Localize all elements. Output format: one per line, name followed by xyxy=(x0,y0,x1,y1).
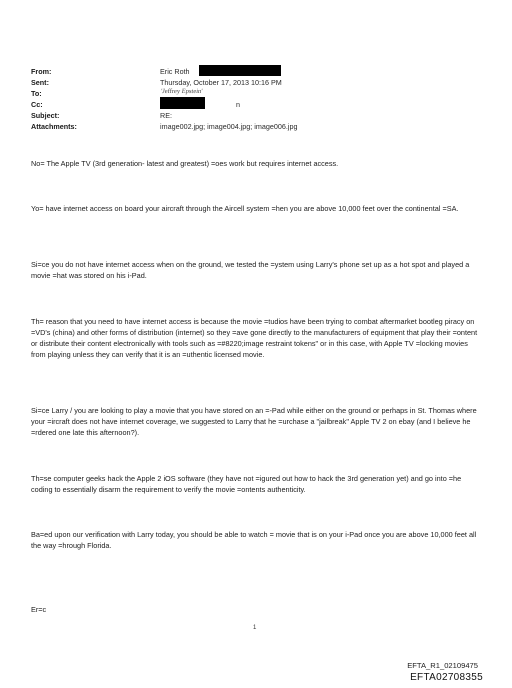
attachments-value: image002.jpg; image004.jpg; image006.jpg xyxy=(160,122,298,131)
sent-label: Sent: xyxy=(31,78,49,87)
subject-label: Subject: xyxy=(31,111,60,120)
from-label: From: xyxy=(31,67,52,76)
to-label: To: xyxy=(31,89,42,98)
body-paragraph: Th= reason that you need to have internet access is because the movie =tudios have been trying to combat aftermarket bootleg piracy on =VD's (china) and other forms of distribution (internet) so they =ave gone directly to the manufacturers of equipment that play their =ontent or distribute their content electronically with tools such as =#8220;image restraint tokens" or in this case, with Apple TV =locking movies from playing unless they can verify that it is an =uthentic licensed movie. xyxy=(31,317,478,359)
bates-number-large: EFTA02708355 xyxy=(410,672,483,683)
body-paragraph: No= The Apple TV (3rd generation- latest and greatest) =oes work but requires internet access. xyxy=(31,159,339,168)
redaction-bar xyxy=(199,65,281,76)
redaction-bar xyxy=(160,97,205,109)
sent-value: Thursday, October 17, 2013 10:16 PM xyxy=(160,78,282,87)
body-paragraph: Th=se computer geeks hack the Apple 2 iOS software (they have not =igured out how to hack the 3rd generation yet) and go into =he coding to essentially disarm the requirement to verify the movie =ontents authenticity. xyxy=(31,474,462,494)
body-paragraph: Si=ce you do not have internet access when on the ground, we tested the =ystem using Larry's phone set up as a hot spot and played a movie =hat was stored on his i-Pad. xyxy=(31,260,470,280)
cc-label: Cc: xyxy=(31,100,43,109)
attachments-label: Attachments: xyxy=(31,122,77,131)
body-paragraph: Yo= have internet access on board your aircraft through the Aircell system =hen you are above 10,000 feet over the continental =SA. xyxy=(31,204,459,213)
cc-value: n xyxy=(236,100,240,109)
subject-value: RE: xyxy=(160,111,172,120)
body-paragraph: Ba=ed upon our verification with Larry today, you should be able to watch = movie that is on your i-Pad once you are above 10,000 feet all the way =hrough Florida. xyxy=(31,530,477,550)
from-value: Eric Roth xyxy=(160,67,190,76)
page-number: 1 xyxy=(253,625,257,631)
bates-number-small: EFTA_R1_02109475 xyxy=(407,661,478,670)
body-paragraph: Si=ce Larry / you are looking to play a movie that you have stored on an =-Pad while either on the ground or perhaps in St. Thomas where your =ircraft does not have internet coverage, we suggested to Larry that he =urchase a "jailbreak" Apple TV 2 on ebay (and I believe he =rdered one late this afternoon?). xyxy=(31,406,477,437)
to-value: 'Jeffrey Epstein' xyxy=(160,88,203,95)
signoff: Er=c xyxy=(31,605,47,614)
